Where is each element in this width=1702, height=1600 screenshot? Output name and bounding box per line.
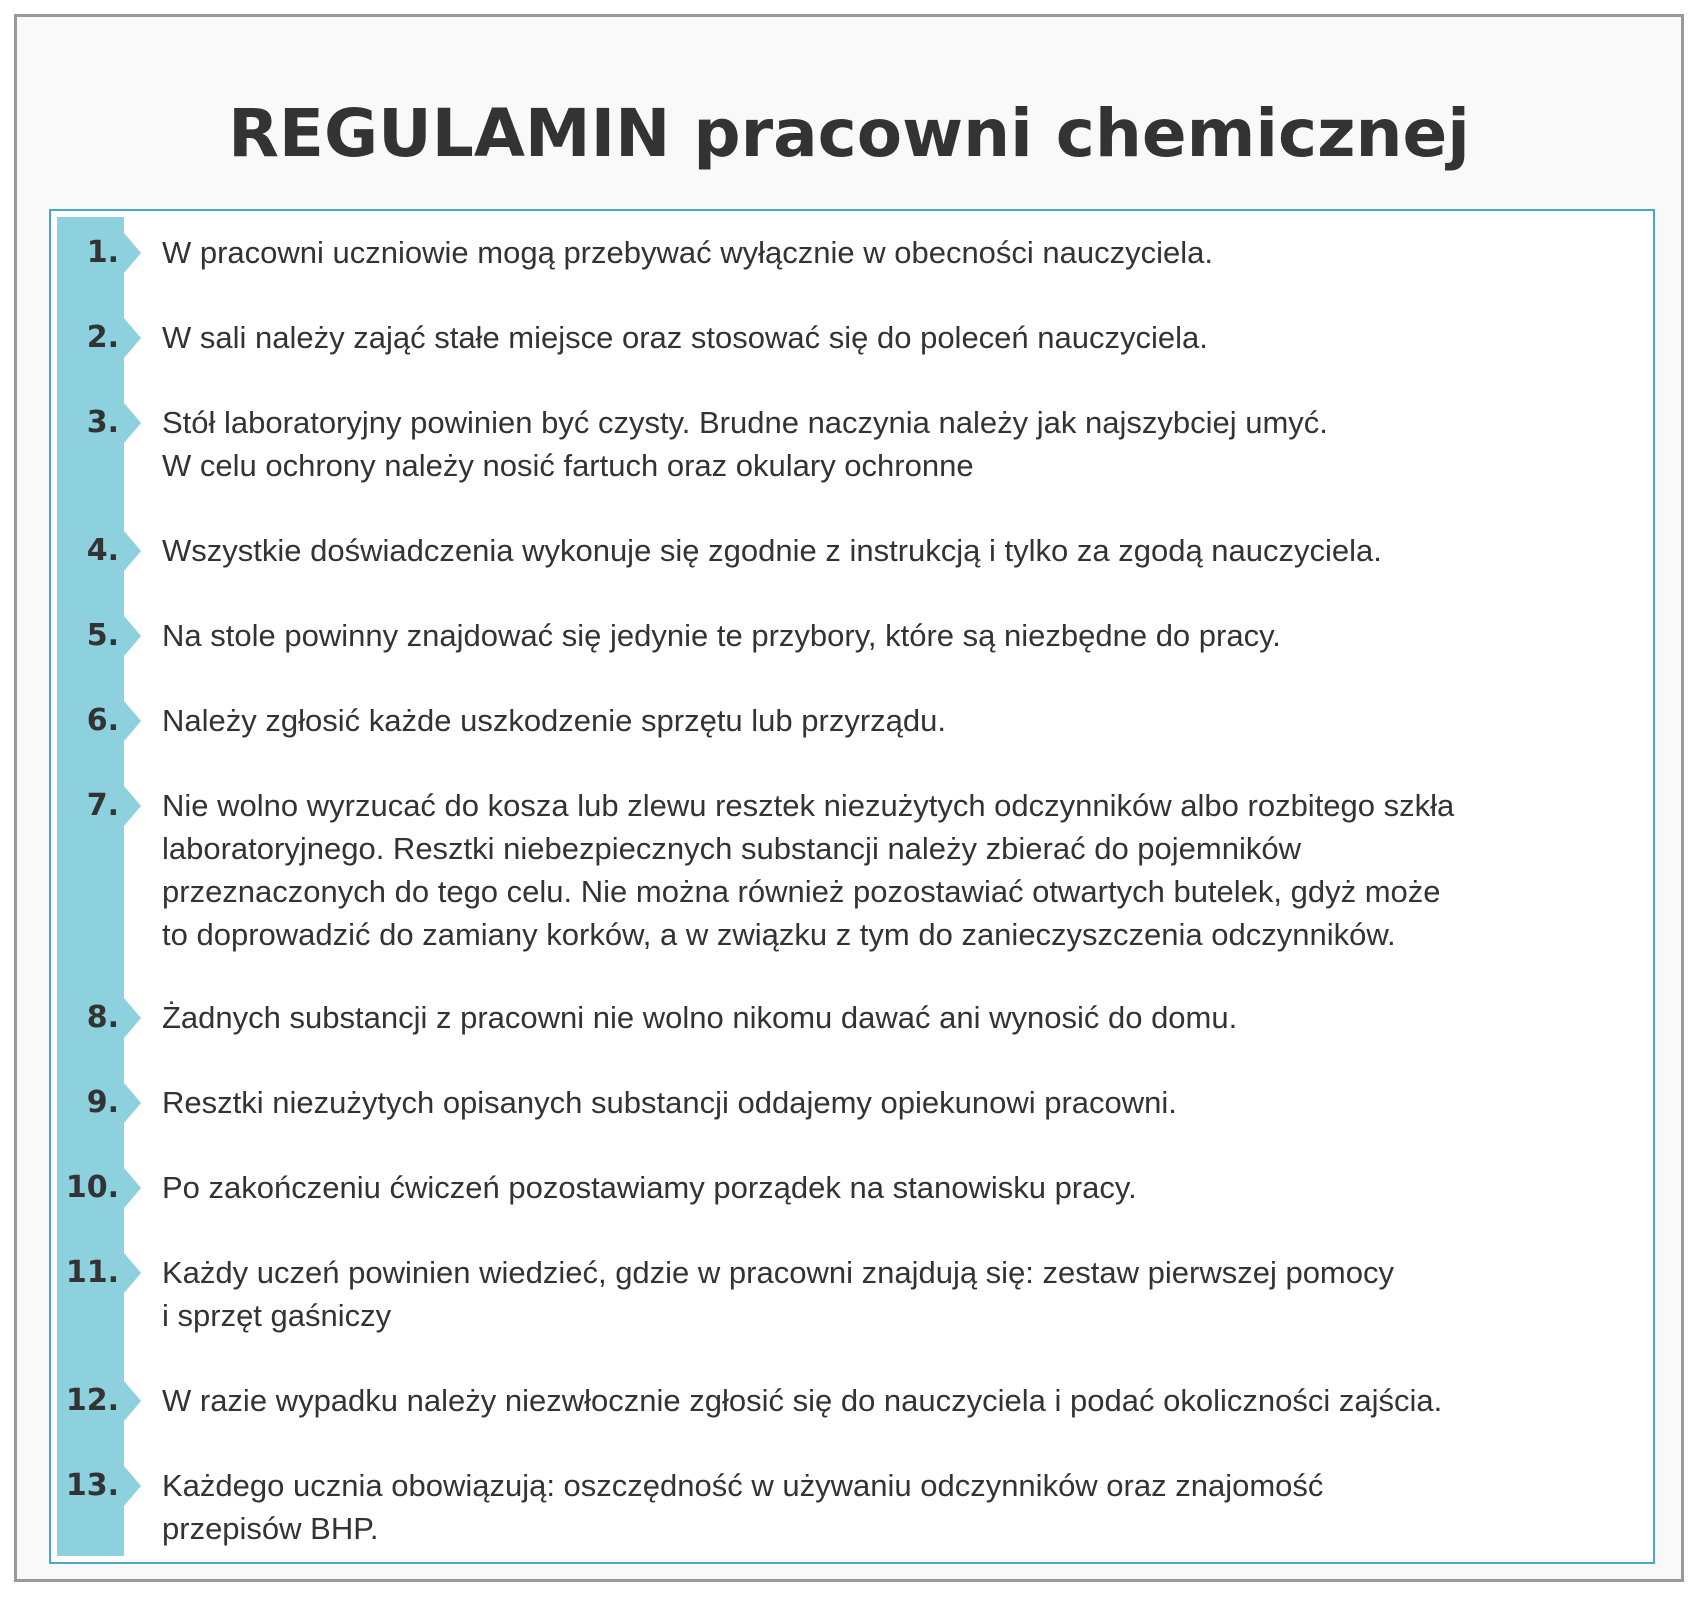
arrow-marker	[124, 531, 141, 571]
item-number: 11.	[65, 1255, 119, 1290]
item-number: 1.	[86, 235, 119, 270]
item-text: Nie wolno wyrzucać do kosza lub zlewu resztek niezużytych odczynników albo rozbitego szkła laboratoryjnego. Resztki niebezpiecznych substancji należy zbierać do pojemników przeznaczonych do tego celu. Nie można również pozostawiać otwartych butelek, gdyż może to doprowadzić do zamiany korków, a w związku z tym do zanieczyszczenia odczynników.	[162, 788, 1455, 952]
arrow-marker	[124, 1253, 141, 1293]
item-text: Stół laboratoryjny powinien być czysty. Brudne naczynia należy jak najszybciej umyć. W celu ochrony należy nosić fartuch oraz okulary ochronne	[162, 405, 1328, 483]
item-number: 6.	[86, 703, 119, 738]
arrow-marker	[124, 998, 141, 1038]
item-text: W pracowni uczniowie mogą przebywać wyłącznie w obecności nauczyciela.	[162, 235, 1214, 270]
arrow-marker	[124, 1083, 141, 1123]
item-text: Resztki niezużytych opisanych substancji oddajemy opiekunowi pracowni.	[162, 1085, 1177, 1120]
arrow-marker	[124, 233, 141, 273]
item-text: Należy zgłosić każde uszkodzenie sprzętu lub przyrządu.	[162, 703, 946, 738]
item-number: 12.	[65, 1383, 119, 1418]
arrow-marker	[124, 1466, 141, 1506]
arrow-marker	[124, 403, 141, 443]
item-text: Każdy uczeń powinien wiedzieć, gdzie w pracowni znajdują się: zestaw pierwszej pomocy i sprzęt gaśniczy	[162, 1255, 1394, 1333]
item-number: 2.	[86, 320, 119, 355]
item-text: Wszystkie doświadczenia wykonuje się zgodnie z instrukcją i tylko za zgodą nauczyciela.	[162, 533, 1382, 568]
item-text: Po zakończeniu ćwiczeń pozostawiamy porządek na stanowisku pracy.	[162, 1170, 1137, 1205]
item-number: 13.	[65, 1468, 119, 1503]
item-number: 5.	[86, 618, 119, 653]
arrow-marker	[124, 616, 141, 656]
item-number: 8.	[86, 1000, 119, 1035]
arrow-marker	[124, 1168, 141, 1208]
rules-list	[49, 209, 1655, 1564]
page-title: REGULAMIN pracowni chemicznej	[228, 95, 1470, 172]
item-number: 3.	[86, 405, 119, 440]
item-text: W sali należy zająć stałe miejsce oraz stosować się do poleceń nauczyciela.	[162, 320, 1208, 355]
item-text: W razie wypadku należy niezwłocznie zgłosić się do nauczyciela i podać okoliczności zajścia.	[162, 1383, 1443, 1418]
document-frame	[14, 14, 1684, 1582]
arrow-marker	[124, 786, 141, 826]
item-number: 7.	[86, 788, 119, 823]
item-number: 10.	[65, 1170, 119, 1205]
arrow-marker	[124, 701, 141, 741]
item-text: Każdego ucznia obowiązują: oszczędność w używaniu odczynników oraz znajomość przepisów BHP.	[162, 1468, 1324, 1546]
item-number: 4.	[86, 533, 119, 568]
arrow-marker	[124, 318, 141, 358]
item-number: 9.	[86, 1085, 119, 1120]
arrow-marker	[124, 1381, 141, 1421]
item-text: Na stole powinny znajdować się jedynie te przybory, które są niezbędne do pracy.	[162, 618, 1281, 653]
item-text: Żadnych substancji z pracowni nie wolno nikomu dawać ani wynosić do domu.	[162, 1000, 1238, 1035]
